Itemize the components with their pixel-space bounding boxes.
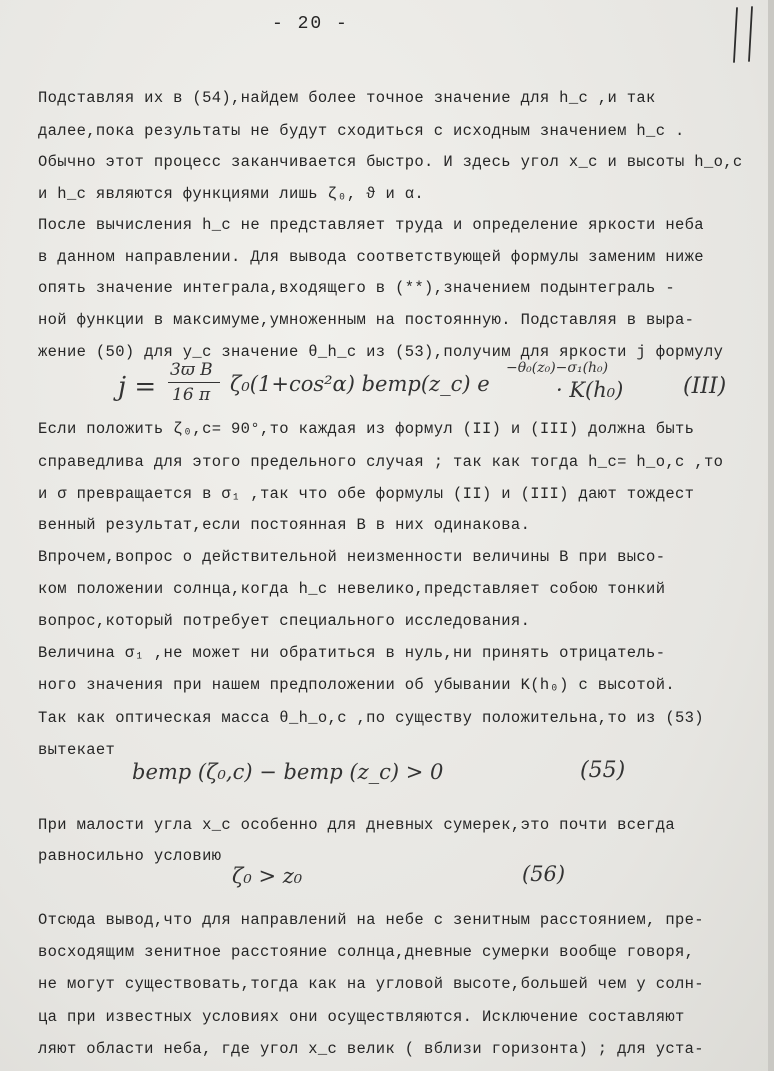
text-line: равносильно условию [38, 847, 222, 865]
text-line: Если положить ζ₀,c= 90°,то каждая из формул (II) и (III) должна быть [38, 420, 695, 438]
formula-55-label: (55) [580, 758, 626, 783]
text-line: не могут существовать,тогда как на угловой высоте,большей чем у солн- [38, 975, 704, 993]
text-line: ного значения при нашем предположении об убывании K(h₀) с высотой. [38, 676, 675, 694]
formula-III-numerator: 3ϖ B [170, 360, 213, 380]
text-line: ца при известных условиях они осуществляются. Исключение составляют [38, 1008, 685, 1026]
text-line: ной функции в максимуме,умноженным на постоянную. Подставляя в выра- [38, 311, 695, 329]
margin-mark [728, 4, 768, 66]
text-line: Впрочем,вопрос о действительной неизменности величины B при высо- [38, 548, 666, 566]
formula-55: bemp (ζ₀,c) − bemp (z_c) > 0 [132, 760, 444, 784]
text-line: и σ превращается в σ₁ ,так что обе формулы (II) и (III) дают тождест [38, 485, 695, 503]
text-line: ляют области неба, где угол x_c велик ( вблизи горизонта) ; для уста- [38, 1040, 704, 1058]
text-line: и h_c являются функциями лишь ζ₀, ϑ и α. [38, 185, 425, 203]
text-line: опять значение интеграла,входящего в (**),значением подынтеграль - [38, 279, 675, 297]
text-line: восходящим зенитное расстояние солнца,дневные сумерки вообще говоря, [38, 943, 695, 961]
formula-III [118, 360, 748, 412]
text-line: Обычно этот процесс заканчивается быстро. И здесь угол x_c и высоты h_o,c [38, 153, 743, 171]
formula-III-label: (III) [683, 374, 727, 399]
text-line: Отсюда вывод,что для направлений на небе с зенитным расстоянием, пре- [38, 911, 704, 929]
formula-III-fraction-bar [168, 382, 220, 383]
formula-III-tail: · K(h₀) [556, 378, 624, 402]
text-line: вопрос,который потребует специального исследования. [38, 612, 531, 630]
formula-III-body: ζ₀(1+cos²α) bemp(z_c) e [230, 372, 490, 396]
text-line: жение (50) для y_c значение θ_h_c из (53),получим для яркости j формулу [38, 343, 724, 361]
text-line: далее,пока результаты не будут сходиться с исходным значением h_c . [38, 122, 685, 140]
text-line: Величина σ₁ ,не может ни обратиться в нуль,ни принять отрицатель- [38, 644, 666, 662]
text-line: Так как оптическая масса θ_h_o,c ,по существу положительна,то из (53) [38, 709, 704, 727]
text-line: После вычисления h_c не представляет труда и определение яркости неба [38, 216, 704, 234]
text-line: венный результат,если постоянная B в них одинакова. [38, 516, 531, 534]
page-number: - 20 - [272, 14, 349, 34]
formula-III-exponent: −θ₀(z₀)−σ₁(h₀) [506, 360, 609, 376]
formula-III-left: j = [118, 372, 157, 402]
page-edge [768, 0, 774, 1071]
text-line: ком положении солнца,когда h_c невелико,представляет собою тонкий [38, 580, 666, 598]
formula-III-denominator: 16 π [172, 385, 211, 405]
text-line: Подставляя их в (54),найдем более точное значение для h_c ,и так [38, 89, 656, 107]
formula-56-label: (56) [522, 862, 566, 886]
formula-56: ζ₀ > z₀ [232, 864, 303, 888]
text-line: в данном направлении. Для вывода соответствующей формулы заменим ниже [38, 248, 704, 266]
text-line: вытекает [38, 741, 116, 759]
text-line: При малости угла x_c особенно для дневных сумерек,это почти всегда [38, 816, 675, 834]
text-line: справедлива для этого предельного случая ; так как тогда h_c= h_o,c ,то [38, 453, 724, 471]
